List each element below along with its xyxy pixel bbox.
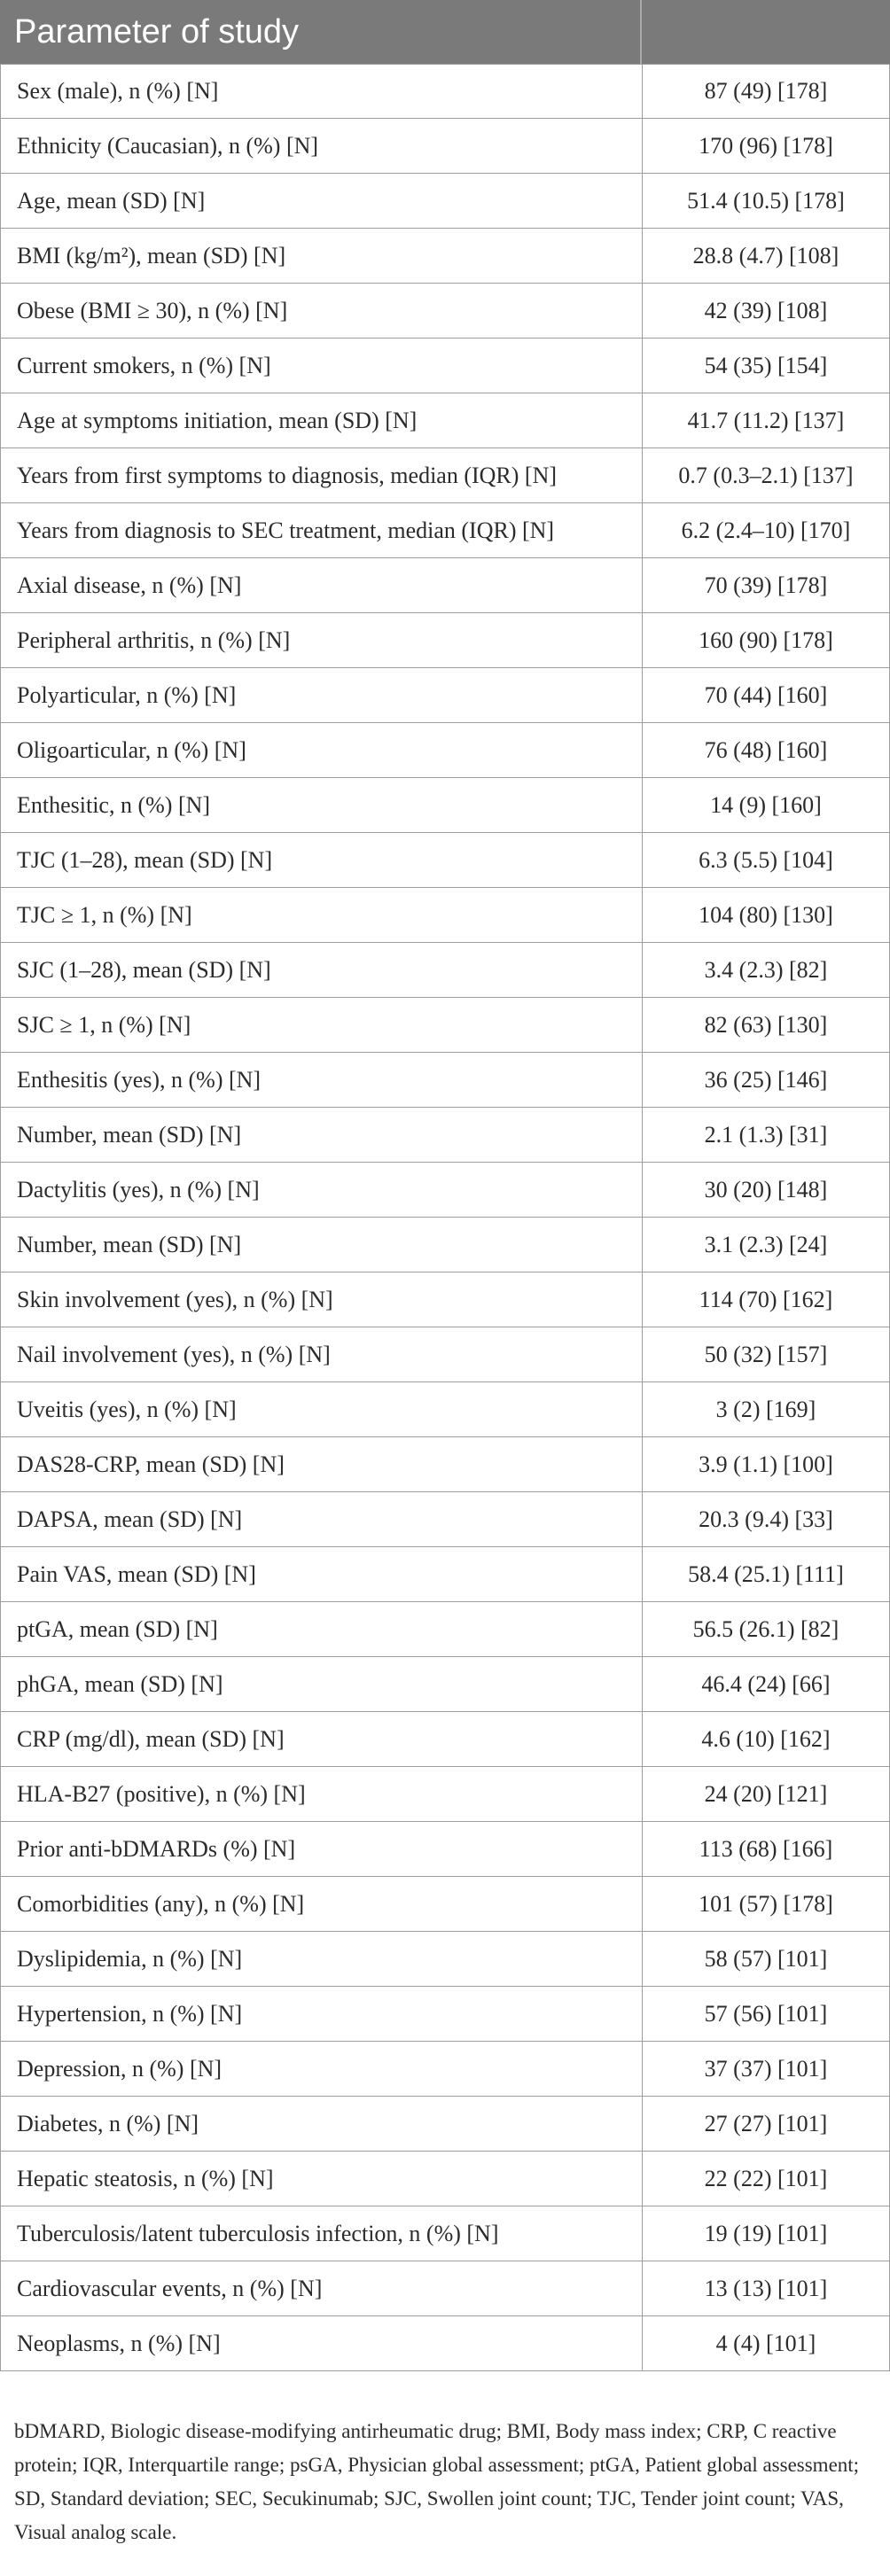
value-cell: 101 (57) [178]: [643, 1877, 890, 1931]
value-cell: 3.1 (2.3) [24]: [643, 1218, 890, 1272]
value-cell: 36 (25) [146]: [643, 1053, 890, 1107]
value-cell: 104 (80) [130]: [643, 888, 890, 942]
value-cell: 56.5 (26.1) [82]: [643, 1602, 890, 1656]
value-cell: 3 (2) [169]: [643, 1382, 890, 1436]
table-row: [1, 1877, 890, 1932]
value-cell: 57 (56) [101]: [643, 1987, 890, 2041]
parameter-cell: Axial disease, n (%) [N]: [1, 558, 643, 612]
table-row: [1, 2206, 890, 2261]
table-row: [1, 723, 890, 778]
value-cell: 6.3 (5.5) [104]: [643, 833, 890, 887]
parameter-cell: Prior anti-bDMARDs (%) [N]: [1, 1822, 643, 1876]
table-row: [1, 943, 890, 998]
table-row: [1, 2152, 890, 2206]
table-row: [1, 1547, 890, 1602]
parameter-cell: Years from diagnosis to SEC treatment, median (IQR) [N]: [1, 503, 643, 557]
value-cell: 6.2 (2.4–10) [170]: [643, 503, 890, 557]
table-row: [1, 1767, 890, 1822]
value-cell: 58 (57) [101]: [643, 1932, 890, 1986]
value-cell: 58.4 (25.1) [111]: [643, 1547, 890, 1601]
table-row: [1, 393, 890, 448]
table-footnote: bDMARD, Biologic disease-modifying antirheumatic drug; BMI, Body mass index; CRP, C reactive protein; IQR, Interquartile range; psGA, Physician global assessment; ptGA, Patient global assessment; SD, Standard deviation; SEC, Secukinumab; SJC, Swollen joint count; TJC, Tender joint count; VAS, Visual analog scale.: [14, 2420, 860, 2543]
parameter-cell: Skin involvement (yes), n (%) [N]: [1, 1272, 643, 1327]
value-cell: 27 (27) [101]: [643, 2097, 890, 2151]
value-cell: 2.1 (1.3) [31]: [643, 1108, 890, 1162]
value-cell: 37 (37) [101]: [643, 2042, 890, 2096]
table-row: [1, 1602, 890, 1657]
parameter-cell: Current smokers, n (%) [N]: [1, 339, 643, 393]
parameter-cell: Tuberculosis/latent tuberculosis infection, n (%) [N]: [1, 2206, 643, 2261]
parameter-cell: Neoplasms, n (%) [N]: [1, 2316, 643, 2370]
parameter-cell: Sex (male), n (%) [N]: [1, 65, 643, 118]
parameter-cell: BMI (kg/m²), mean (SD) [N]: [1, 229, 643, 283]
value-cell: 30 (20) [148]: [643, 1163, 890, 1217]
value-cell: 160 (90) [178]: [643, 613, 890, 667]
value-cell: 13 (13) [101]: [643, 2261, 890, 2315]
table-row: [1, 229, 890, 284]
table-row: [1, 448, 890, 503]
table-row: [1, 2261, 890, 2316]
table-header: [0, 0, 890, 64]
value-cell: 19 (19) [101]: [643, 2206, 890, 2261]
value-cell: 4 (4) [101]: [643, 2316, 890, 2370]
table-row: [1, 1382, 890, 1437]
table-row: [1, 998, 890, 1053]
table-row: [1, 1712, 890, 1767]
parameter-cell: DAS28-CRP, mean (SD) [N]: [1, 1437, 643, 1491]
parameter-cell: Hypertension, n (%) [N]: [1, 1987, 643, 2041]
parameter-cell: Diabetes, n (%) [N]: [1, 2097, 643, 2151]
value-cell: 22 (22) [101]: [643, 2152, 890, 2206]
value-cell: 50 (32) [157]: [643, 1327, 890, 1381]
table-body: [0, 64, 890, 2371]
header-parameter: Parameter of study: [0, 0, 642, 64]
parameter-cell: Oligoarticular, n (%) [N]: [1, 723, 643, 777]
table-row: [1, 1053, 890, 1108]
value-cell: 76 (48) [160]: [643, 723, 890, 777]
table-row: [1, 1272, 890, 1327]
table-row: [1, 339, 890, 393]
table-row: [1, 1437, 890, 1492]
value-cell: 3.9 (1.1) [100]: [643, 1437, 890, 1491]
table-row: [1, 1218, 890, 1272]
parameter-cell: Number, mean (SD) [N]: [1, 1218, 643, 1272]
value-cell: 14 (9) [160]: [643, 778, 890, 832]
parameter-cell: Pain VAS, mean (SD) [N]: [1, 1547, 643, 1601]
value-cell: 170 (96) [178]: [643, 119, 890, 173]
value-cell: 41.7 (11.2) [137]: [643, 393, 890, 447]
parameter-cell: CRP (mg/dl), mean (SD) [N]: [1, 1712, 643, 1766]
parameter-cell: TJC (1–28), mean (SD) [N]: [1, 833, 643, 887]
value-cell: 87 (49) [178]: [643, 65, 890, 118]
parameter-cell: DAPSA, mean (SD) [N]: [1, 1492, 643, 1546]
table-row: [1, 1163, 890, 1218]
parameter-cell: Depression, n (%) [N]: [1, 2042, 643, 2096]
parameter-cell: Comorbidities (any), n (%) [N]: [1, 1877, 643, 1931]
value-cell: 3.4 (2.3) [82]: [643, 943, 890, 997]
value-cell: 20.3 (9.4) [33]: [643, 1492, 890, 1546]
value-cell: 114 (70) [162]: [643, 1272, 890, 1327]
table-row: [1, 1987, 890, 2042]
table-row: [1, 668, 890, 723]
table-row: [1, 2316, 890, 2371]
value-cell: 54 (35) [154]: [643, 339, 890, 393]
parameter-cell: Age, mean (SD) [N]: [1, 174, 643, 228]
table-row: [1, 174, 890, 229]
value-cell: 28.8 (4.7) [108]: [643, 229, 890, 283]
parameter-cell: Nail involvement (yes), n (%) [N]: [1, 1327, 643, 1381]
value-cell: 70 (39) [178]: [643, 558, 890, 612]
parameter-cell: Hepatic steatosis, n (%) [N]: [1, 2152, 643, 2206]
table-row: [1, 284, 890, 339]
parameter-cell: Dactylitis (yes), n (%) [N]: [1, 1163, 643, 1217]
parameter-cell: Enthesitic, n (%) [N]: [1, 778, 643, 832]
table-row: [1, 2042, 890, 2097]
table-row: [1, 558, 890, 613]
value-cell: 82 (63) [130]: [643, 998, 890, 1052]
table-row: [1, 64, 890, 119]
parameter-cell: Uveitis (yes), n (%) [N]: [1, 1382, 643, 1436]
value-cell: 4.6 (10) [162]: [643, 1712, 890, 1766]
table-row: [1, 1492, 890, 1547]
value-cell: 46.4 (24) [66]: [643, 1657, 890, 1711]
parameter-cell: Ethnicity (Caucasian), n (%) [N]: [1, 119, 643, 173]
value-cell: 42 (39) [108]: [643, 284, 890, 338]
table-row: [1, 503, 890, 558]
value-cell: 51.4 (10.5) [178]: [643, 174, 890, 228]
parameter-cell: Age at symptoms initiation, mean (SD) [N]: [1, 393, 643, 447]
parameter-cell: Enthesitis (yes), n (%) [N]: [1, 1053, 643, 1107]
parameter-cell: Dyslipidemia, n (%) [N]: [1, 1932, 643, 1986]
parameter-cell: phGA, mean (SD) [N]: [1, 1657, 643, 1711]
table-row: [1, 1327, 890, 1382]
parameter-cell: ptGA, mean (SD) [N]: [1, 1602, 643, 1656]
parameter-cell: Polyarticular, n (%) [N]: [1, 668, 643, 722]
table-row: [1, 613, 890, 668]
value-cell: 24 (20) [121]: [643, 1767, 890, 1821]
header-value: [642, 0, 890, 64]
parameter-cell: SJC ≥ 1, n (%) [N]: [1, 998, 643, 1052]
table-row: [1, 1108, 890, 1163]
parameter-cell: Obese (BMI ≥ 30), n (%) [N]: [1, 284, 643, 338]
table-row: [1, 2097, 890, 2152]
table-row: [1, 1932, 890, 1987]
table-row: [1, 1822, 890, 1877]
table-row: [1, 888, 890, 943]
parameter-cell: Cardiovascular events, n (%) [N]: [1, 2261, 643, 2315]
table-row: [1, 833, 890, 888]
value-cell: 0.7 (0.3–2.1) [137]: [643, 448, 890, 502]
table-row: [1, 778, 890, 833]
parameter-cell: HLA-B27 (positive), n (%) [N]: [1, 1767, 643, 1821]
parameter-cell: Peripheral arthritis, n (%) [N]: [1, 613, 643, 667]
parameter-cell: Number, mean (SD) [N]: [1, 1108, 643, 1162]
table-row: [1, 119, 890, 174]
table-row: [1, 1657, 890, 1712]
parameter-cell: Years from first symptoms to diagnosis, median (IQR) [N]: [1, 448, 643, 502]
parameter-cell: SJC (1–28), mean (SD) [N]: [1, 943, 643, 997]
value-cell: 113 (68) [166]: [643, 1822, 890, 1876]
value-cell: 70 (44) [160]: [643, 668, 890, 722]
parameter-cell: TJC ≥ 1, n (%) [N]: [1, 888, 643, 942]
